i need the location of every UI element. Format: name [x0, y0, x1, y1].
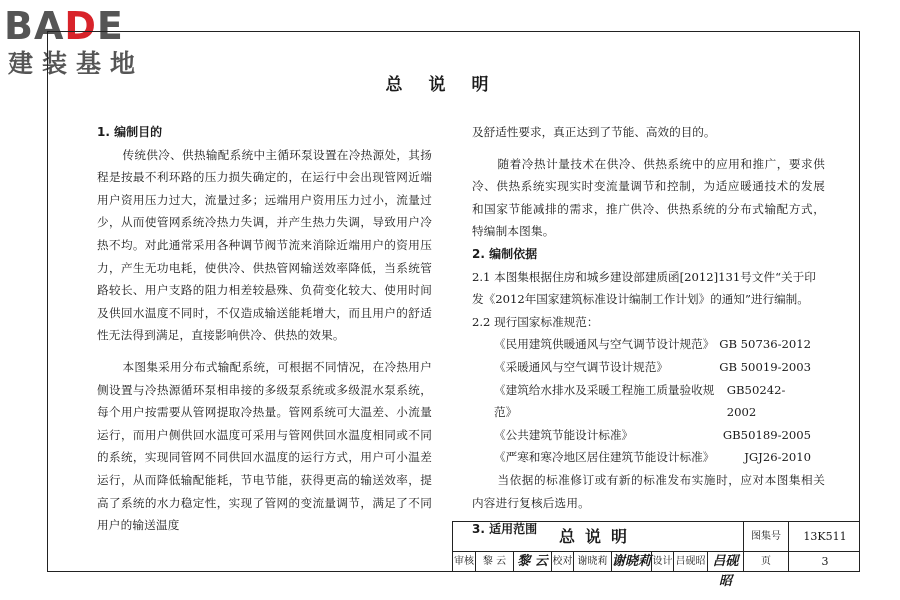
clause-2-1: 2.1 本图集根据住房和城乡建设部建质函[2012]131号文件“关于印发《2012年国家建筑标准设计编制工作计划》的通知”进行编制。 [472, 269, 816, 307]
standard-name: 《采暖通风与空气调节设计规范》 [494, 359, 668, 374]
reviewer-name: 黎 云 [475, 552, 513, 572]
designer-name: 吕砚昭 [673, 552, 707, 572]
reviewer-signature: 黎 云 [513, 552, 551, 572]
standard-code: GB 50736-2012 [719, 337, 811, 352]
review-label: 审核 [454, 556, 474, 567]
page-title: 总说明 [385, 75, 515, 95]
section-2-heading: 2. 编制依据 [472, 246, 538, 261]
standard-code: JGJ26-2010 [744, 450, 811, 465]
standard-code: GB 50019-2003 [719, 359, 811, 374]
standard-name: 《严寒和寒冷地区居住建筑节能设计标准》 [494, 450, 715, 465]
checker-signature: 谢晓莉 [611, 552, 651, 572]
standard-row [472, 356, 825, 379]
standard-name: 《民用建筑供暖通风与空气调节设计规范》 [494, 337, 715, 352]
section-1-heading: 1. 编制目的 [97, 125, 163, 139]
clause-2-2: 2.2 现行国家标准规范： [472, 314, 599, 329]
page-label: 页 [743, 552, 788, 572]
right-column [472, 121, 825, 541]
atlas-number: 13K511 [788, 522, 861, 551]
checker-name: 谢晓莉 [573, 552, 611, 572]
standard-row [472, 446, 825, 469]
title-block-title: 总说明 [558, 527, 637, 546]
paragraph-continuation: 及舒适性要求，真正达到了节能、高效的目的。 [472, 125, 716, 139]
page-number: 3 [788, 552, 861, 572]
title-block-top-row [453, 522, 860, 552]
design-label: 设计 [651, 552, 673, 572]
title-block [452, 521, 860, 589]
standard-code: GB50189-2005 [722, 427, 811, 442]
left-column [97, 121, 432, 537]
standard-row [472, 424, 825, 447]
designer-signature: 吕砚昭 [707, 552, 743, 572]
standard-name: 《公共建筑节能设计标准》 [494, 427, 634, 442]
title-block-signature-row [453, 552, 860, 589]
section-1-paragraph-2: 本图集采用分布式输配系统，可根据不同情况，在冷热用户侧设置与冷热源循环泵相串接的多级泵系统或多级混水泵系统，每个用户按需要从管网提取冷热量。管网系统可大温差、小流量运行，而用户侧供回水温度可采用与管网供回水温度相同或不同的系统，实现同管网不同供回水温度的运行方式，用户可小温差运行，从而降低输配能耗，节电节能，获得更高的输送效率，提高了系统的水力稳定性，实现了管网的变流量调节，满足了不同用户的输送温度 [97, 359, 432, 533]
standard-code: GB50242-2002 [726, 382, 786, 420]
section-1-paragraph-3: 随着冷热计量技术在供冷、供热系统中的应用和推广，要求供冷、供热系统实现实时变流量调节和控制，为适应暖通技术的发展和国家节能减排的需求，推广供冷、供热系统的分布式输配方式，特编制本图集。 [472, 156, 825, 239]
logo-chinese-text: 建装基地 [8, 49, 145, 78]
section-1-paragraph-1: 传统供冷、供热输配系统中主循环泵设置在冷热源处，其扬程是按最不利环路的压力损失确定的，在运行中会出现管网近端用户资用压力过大，流量过多；远端用户资用压力过小，流量过少，从而使管网系统冷热力失调，并产生热力失调，导致用户冷热不均。对此通常采用各种调节阀节流来消除近端用户的资用压力，产生无功电耗，使供冷、供热管网输送效率降低，当系统管路较长、用户支路的阻力相差较悬殊、负荷变化较大、使用时间及供回水温度不同时，不仅造成输送能耗增大，而且用户的舒适性无法得到满足，直接影响供冷、供热的效果。 [97, 147, 432, 343]
standard-row [472, 379, 825, 424]
revision-note: 当依据的标准修订或有新的标准发布实施时，应对本图集相关内容进行复核后选用。 [472, 472, 825, 510]
logo-latin-text: BADE [4, 4, 124, 48]
standard-row [472, 333, 825, 356]
section-3-heading: 3. 适用范围 [472, 522, 538, 537]
standard-name: 《建筑给水排水及采暖工程施工质量验收规范》 [494, 382, 715, 420]
check-label: 校对 [551, 552, 573, 572]
atlas-number-label: 图集号 [743, 522, 788, 551]
